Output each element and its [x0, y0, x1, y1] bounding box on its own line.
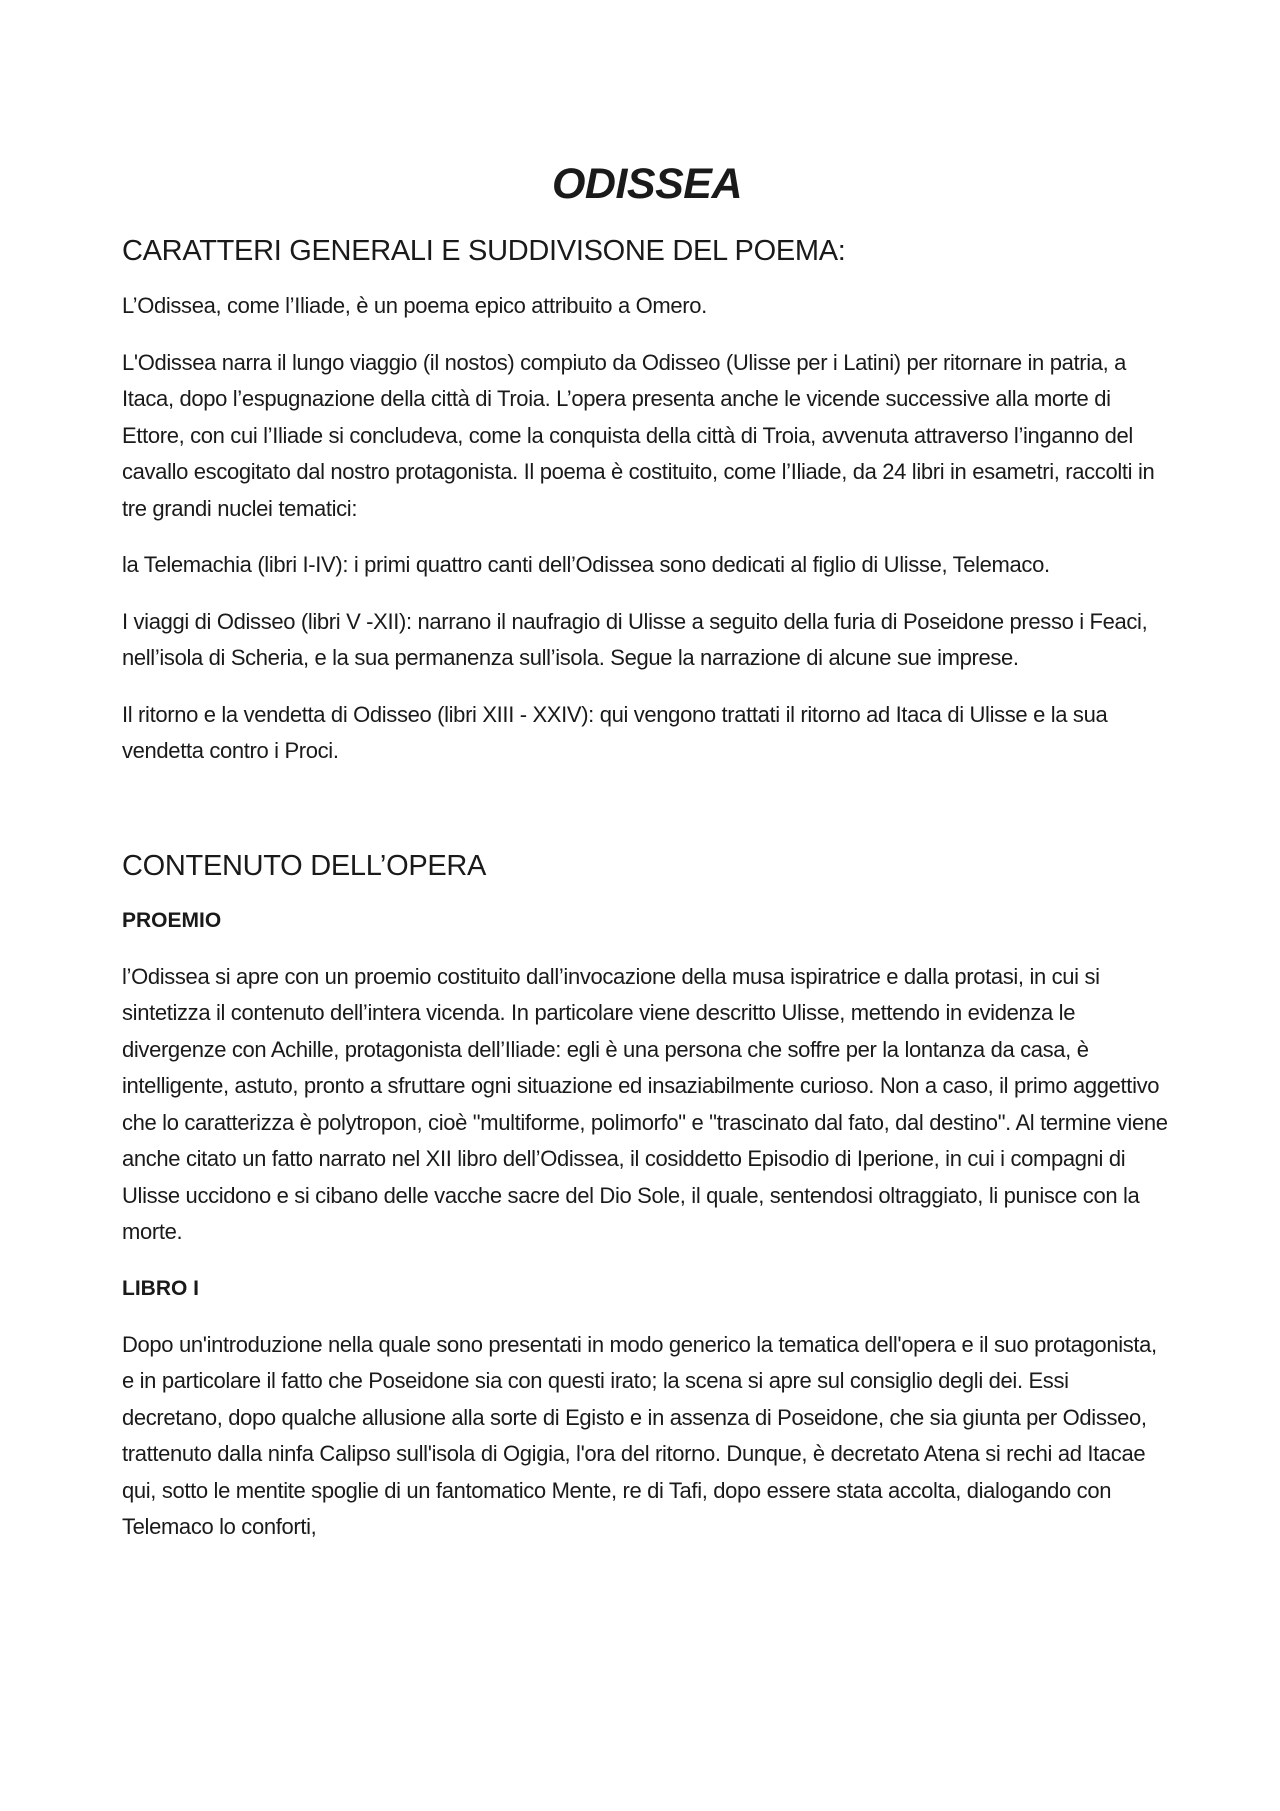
section-heading-contenuto: CONTENUTO DELL’OPERA — [122, 849, 487, 882]
document-page — [122, 160, 1172, 1566]
paragraph-libro-1: Dopo un'introduzione nella quale sono presentati in modo generico la tematica dell'opera e il suo protagonista, e in particolare il fatto che Poseidone sia con questi irato; la scena si apre sul consiglio degli dei. Essi decretano, dopo qualche allusione alla sorte di Egisto e in assenza di Poseidone, che sia giunta per Odisseo, trattenuto dalla ninfa Calipso sull'isola di Ogigia, l'ora del ritorno. Dunque, è decretato Atena si rechi ad Itacae qui, sotto le mentite spoglie di un fantomatico Mente, re di Tafi, dopo essere stata accolta, dialogando con Telemaco lo conforti, — [122, 1331, 1157, 1539]
subheading-libro-1: LIBRO I — [122, 1276, 199, 1300]
subheading-proemio: PROEMIO — [122, 908, 222, 932]
section-heading-caratteri: CARATTERI GENERALI E SUDDIVISONE DEL POEMA: — [122, 235, 846, 267]
paragraph-narrazione: L'Odissea narra il lungo viaggio (il nostos) compiuto da Odisseo (Ulisse per i Latini) per ritornare in patria, a Itaca, dopo l’espugnazione della città di Troia. L’opera presenta anche le vicende successive alla morte di Ettore, con cui l’Iliade si concludeva, come la conquista della città di Troia, avvenuta attraverso l’inganno del cavallo escogitato dal nostro protagonista. Il poema è costituito, come l’Iliade, da 24 libri in esametri, raccolti in tre grandi nuclei tematici: — [122, 349, 1155, 521]
paragraph-telemachia: la Telemachia (libri I-IV): i primi quattro canti dell’Odissea sono dedicati al figlio di Ulisse, Telemaco. — [122, 552, 1050, 577]
paragraph-proemio: l’Odissea si apre con un proemio costituito dall’invocazione della musa ispiratrice e dalla protasi, in cui si sintetizza il contenuto dell’intera vicenda. In particolare viene descritto Ulisse, mettendo in evidenza le divergenze con Achille, protagonista dell’Iliade: egli è una persona che soffre per la lontanza da casa, è intelligente, astuto, pronto a sfruttare ogni situazione ed insaziabilmente curioso. Non a caso, il primo aggettivo che lo caratterizza è polytropon, cioè "multiforme, polimorfo" e "trascinato dal fato, dal destino". Al termine viene anche citato un fatto narrato nel XII libro dell’Odissea, il cosiddetto Episodio di Iperione, in cui i compagni di Ulisse uccidono e si cibano delle vacche sacre del Dio Sole, il quale, sentendosi oltraggiato, li punisce con la morte. — [122, 963, 1168, 1244]
paragraph-intro: L’Odissea, come l’Iliade, è un poema epico attribuito a Omero. — [122, 293, 707, 318]
paragraph-ritorno: Il ritorno e la vendetta di Odisseo (libri XIII - XXIV): qui vengono trattati il ritorno ad Itaca di Ulisse e la sua vendetta contro i Proci. — [122, 701, 1108, 763]
paragraph-viaggi: I viaggi di Odisseo (libri V -XII): narrano il naufragio di Ulisse a seguito della furia di Poseidone presso i Feaci, nell’isola di Scheria, e la sua permanenza sull’isola. Segue la narrazione di alcune sue imprese. — [122, 608, 1148, 670]
document-title: ODISSEA — [551, 160, 743, 208]
